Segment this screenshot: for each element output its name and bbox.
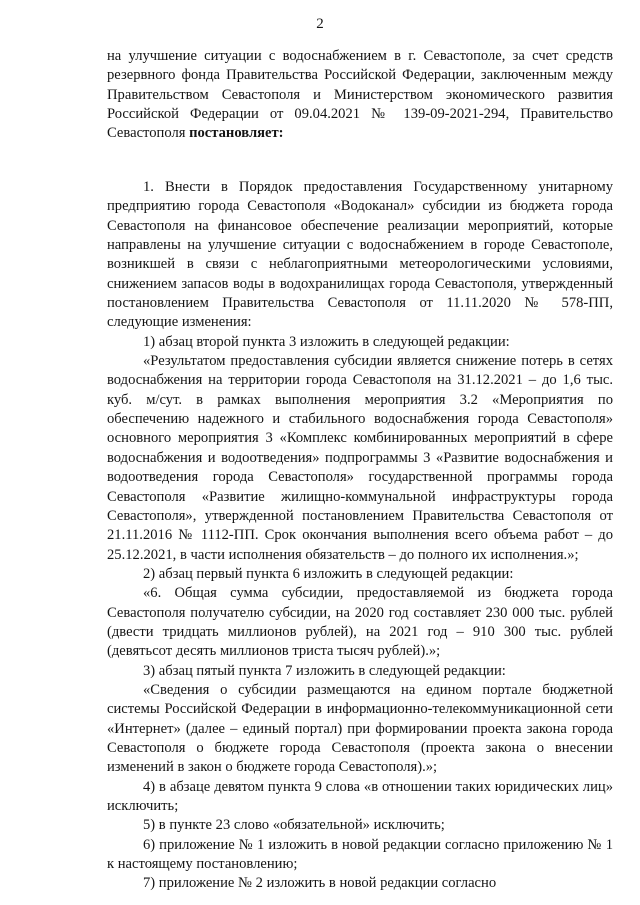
paragraph-subitem-2: 2) абзац первый пункта 6 изложить в следующей редакции:: [143, 565, 514, 582]
paragraph-subitem-1: 1) абзац второй пункта 3 изложить в следующей редакции:: [143, 333, 510, 350]
document-body: [107, 178, 613, 894]
paragraph-subitem-7: 7) приложение № 2 изложить в новой редакции согласно: [143, 875, 497, 892]
intro-bold-verb: постановляет:: [189, 125, 284, 142]
paragraph-quote-7: «Сведения о субсидии размещаются на едином портале бюджетной системы Российской Федерации в информационно-телекоммуникационной сети «Интернет» (далее – единый портал) при формировании проекта закона города Севастополя о бюджете города Севастополя (проекта закона о внесении изменений в закон о бюджете города Севастополя).»;: [107, 681, 613, 776]
intro-paragraph: [107, 47, 613, 144]
paragraph-subitem-6: 6) приложение № 1 изложить в новой редакции согласно приложению № 1 к настоящему постановлению;: [107, 836, 613, 873]
page-number: 2: [316, 16, 324, 32]
paragraph-subitem-3: 3) абзац пятый пункта 7 изложить в следующей редакции:: [143, 662, 506, 679]
paragraph-quote-6: «6. Общая сумма субсидии, предоставляемой из бюджета города Севастополя получателю субсидии, на 2020 год составляет 230 000 тыс. рублей (двести тридцать миллионов рублей), на 2021 год – 910 300 тыс. рублей (девятьсот десять миллионов триста тысяч рублей).»;: [107, 585, 613, 660]
paragraph-item-1: 1. Внести в Порядок предоставления Государственному унитарному предприятию города Севастополя «Водоканал» субсидии из бюджета города Севастополя на финансовое обеспечение реализации мероприятий, которые направлены на улучшение ситуации с водоснабжением в городе Севастополе, возникшей в связи с неблагоприятными метеорологическими условиями, снижением запасов воды в водохранилищах города Севастополя, утвержденный постановлением Правительства Севастополя от 11.11.2020 № 578-ПП, следующие изменения:: [107, 179, 613, 331]
intro-text: на улучшение ситуации с водоснабжением в г. Севастополе, за счет средств резервного фонда Правительства Российской Федерации, заключенным между Правительством Севастополя и Министерством экономического развития Российской Федерации от 09.04.2021 № 139-09-2021-294, Правительство Севастополя: [107, 48, 613, 142]
paragraph-subitem-4: 4) в абзаце девятом пункта 9 слова «в отношении таких юридических лиц» исключить;: [107, 778, 613, 814]
intro-block: [107, 47, 613, 144]
paragraph-quote-3: «Результатом предоставления субсидии является снижение потерь в сетях водоснабжения на территории города Севастополя на 31.12.2021 – до 1,6 тыс. куб. м/сут. в рамках выполнения мероприятия 3.2 «Мероприятия по обеспечению надежного и стабильного водоснабжения города Севастополя» основного мероприятия 3 «Комплекс комбинированных мероприятий в сфере водоснабжения и водоотведения» подпрограммы 3 «Развитие водоснабжения и водоотведения города Севастополя» государственной программы города Севастополя «Развитие жилищно-коммунальной инфраструктуры города Севастополя», утвержденной постановлением Правительства Севастополя от 21.11.2016 № 1112-ПП. Срок окончания выполнения всего объема работ – до 25.12.2021, в части исполнения обязательств – до полного их исполнения.»;: [107, 353, 613, 563]
paragraph-subitem-5: 5) в пункте 23 слово «обязательной» исключить;: [143, 817, 445, 834]
